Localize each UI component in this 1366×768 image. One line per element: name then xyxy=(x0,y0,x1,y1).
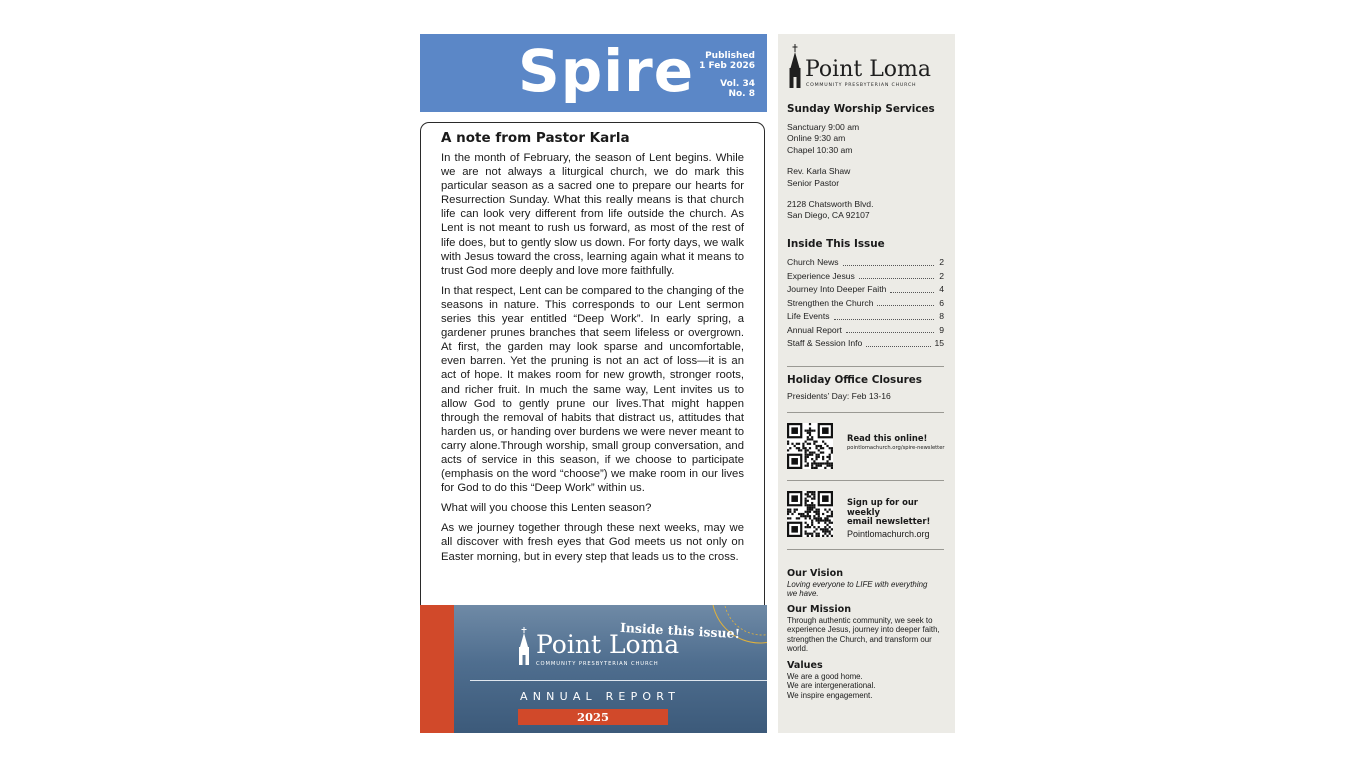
qr-code-icon xyxy=(787,491,833,537)
toc-item[interactable] xyxy=(787,297,944,311)
mission-section xyxy=(787,604,944,653)
newsletter-title: Spire xyxy=(518,37,695,105)
service-time: Online 9:30 am xyxy=(787,133,846,144)
toc-label: Journey Into Deeper Faith xyxy=(787,284,887,294)
signup-title-line: Sign up for our weekly xyxy=(847,497,918,517)
closures-section xyxy=(787,374,944,402)
article-paragraph: As we journey together through these next weeks, may we all discover with fresh eyes that God meets us not only on Easter morning, but in every step that leads us to the cross. xyxy=(441,522,744,563)
signup-site[interactable]: Pointlomachurch.org xyxy=(847,528,930,539)
vision-text: we have. xyxy=(787,589,819,599)
mission-text: experience Jesus, journey into deeper faith, xyxy=(787,625,940,635)
toc-page: 15 xyxy=(934,338,944,348)
service-time: Chapel 10:30 am xyxy=(787,144,853,155)
pastor-role: Senior Pastor xyxy=(787,177,840,188)
masthead xyxy=(420,34,767,112)
pastor-note-article xyxy=(420,122,765,622)
cover-logo-name: Point Loma xyxy=(536,630,680,659)
toc-page: 2 xyxy=(939,270,944,281)
mission-text: Through authentic community, we seek to xyxy=(787,616,933,625)
vision-text: Loving everyone to LIFE with everything xyxy=(787,580,928,589)
church-logo xyxy=(787,44,947,92)
address-line: 2128 Chatsworth Blvd. xyxy=(787,199,874,210)
pastor-name: Rev. Karla Shaw xyxy=(787,166,851,177)
value-item: We are a good home. xyxy=(787,672,863,681)
toc-page: 9 xyxy=(939,324,944,335)
read-online-qr-code[interactable] xyxy=(787,423,833,469)
service-time: Sanctuary 9:00 am xyxy=(787,122,860,132)
values-section xyxy=(787,660,944,700)
toc-page: 6 xyxy=(939,297,944,308)
annual-report-cover[interactable] xyxy=(420,605,767,733)
mission-title: Our Mission xyxy=(787,604,852,615)
toc-page: 8 xyxy=(939,311,944,321)
toc-label: Strengthen the Church xyxy=(787,297,874,308)
article-paragraph: What will you choose this Lenten season? xyxy=(441,502,652,515)
vision-section xyxy=(787,568,944,599)
newsletter-signup-qr-code[interactable] xyxy=(787,491,833,537)
values-title: Values xyxy=(787,660,823,671)
steeple-icon xyxy=(787,44,803,88)
worship-title: Sunday Worship Services xyxy=(787,103,935,115)
signup-text xyxy=(847,498,947,541)
read-online-text xyxy=(847,434,947,452)
toc-page: 2 xyxy=(939,257,944,267)
issue-meta xyxy=(699,51,755,99)
section-divider xyxy=(787,480,944,481)
toc-item[interactable] xyxy=(787,283,944,297)
logo-subtitle: COMMUNITY PRESBYTERIAN CHURCH xyxy=(806,83,917,88)
read-online-title: Read this online! xyxy=(847,433,928,443)
cover-divider xyxy=(470,680,767,681)
sidebar xyxy=(778,34,955,733)
toc-item[interactable] xyxy=(787,256,944,270)
steeple-icon xyxy=(516,627,532,665)
toc-label: Church News xyxy=(787,257,839,267)
qr-code-icon xyxy=(787,423,833,469)
toc-item[interactable] xyxy=(787,337,944,351)
toc-title: Inside This Issue xyxy=(787,238,885,250)
published-label: Published xyxy=(705,51,755,61)
mission-text: strengthen the Church, and transform our xyxy=(787,634,932,644)
issue-number: No. 8 xyxy=(728,89,755,99)
toc-item[interactable] xyxy=(787,324,944,338)
section-divider xyxy=(787,412,944,413)
cover-logo-subtitle: COMMUNITY PRESBYTERIAN CHURCH xyxy=(536,661,659,667)
toc-item[interactable] xyxy=(787,310,944,324)
article-title: A note from Pastor Karla xyxy=(441,130,630,146)
section-divider xyxy=(787,366,944,367)
toc-label: Annual Report xyxy=(787,324,842,335)
toc-item[interactable] xyxy=(787,270,944,284)
published-date: 1 Feb 2026 xyxy=(699,61,755,71)
article-paragraph: In that respect, Lent can be compared to the changing of the seasons in nature. This corresponds to our Lent sermon series this year entitled “Deep Work”. In early spring, a gardener prunes branches that seem lifeless or overgrown. At first, the garden may look sparse and uncomfortable, even barren. Yet the pruning is not an act of loss—it is an act of hope. It makes room for new growth, stronger roots, and richer fruit. In much the same way, Lent invites us to allow God to gently prune our lives.That might happen through the removal of habits that distract us, attitudes that harden us, or handing over burdens we were never meant to carry alone.Through worship, small group conversation, and acts of service in this season, if we choose to participate (emphasis on the word “choose”) we make room in our lives for God to do this “Deep Work” within us. xyxy=(441,284,744,495)
table-of-contents xyxy=(787,238,944,351)
read-online-url[interactable]: pointlomachurch.org/spire-newsletter xyxy=(847,444,945,451)
toc-label: Experience Jesus xyxy=(787,270,855,281)
toc-page: 4 xyxy=(939,284,944,294)
annual-report-label: ANNUAL REPORT xyxy=(520,690,681,703)
closure-item: Presidents’ Day: Feb 13-16 xyxy=(787,391,891,401)
report-year: 2025 xyxy=(518,709,668,725)
worship-section xyxy=(787,103,944,222)
value-item: We are intergenerational. xyxy=(787,681,876,691)
value-item: We inspire engagement. xyxy=(787,690,873,700)
toc-label: Staff & Session Info xyxy=(787,338,863,348)
signup-title-line: email newsletter! xyxy=(847,516,931,527)
mission-text: world. xyxy=(787,643,809,653)
vision-title: Our Vision xyxy=(787,568,844,579)
article-paragraph: In the month of February, the season of Lent begins. While we are not always a liturgical church, we do mark this particular season as a sacred one to prepare our hearts for Resurrection Sunday. What this really means is that church life can look very different from life outside the church. As Lent is not meant to rush us forward, as most of the rest of life does, but to gently slow us down. For forty days, we walk with Jesus toward the cross, learning again what it means to trust God more deeply and love more faithfully. xyxy=(441,152,744,277)
logo-name: Point Loma xyxy=(805,57,932,82)
section-divider xyxy=(787,549,944,550)
cover-accent-bar xyxy=(420,605,454,733)
inside-this-issue-label: Inside this issue! xyxy=(619,619,741,642)
toc-label: Life Events xyxy=(787,311,830,321)
closures-title: Holiday Office Closures xyxy=(787,374,922,386)
volume: Vol. 34 xyxy=(720,79,755,89)
address-line: San Diego, CA 92107 xyxy=(787,210,870,221)
main-column xyxy=(420,34,767,733)
